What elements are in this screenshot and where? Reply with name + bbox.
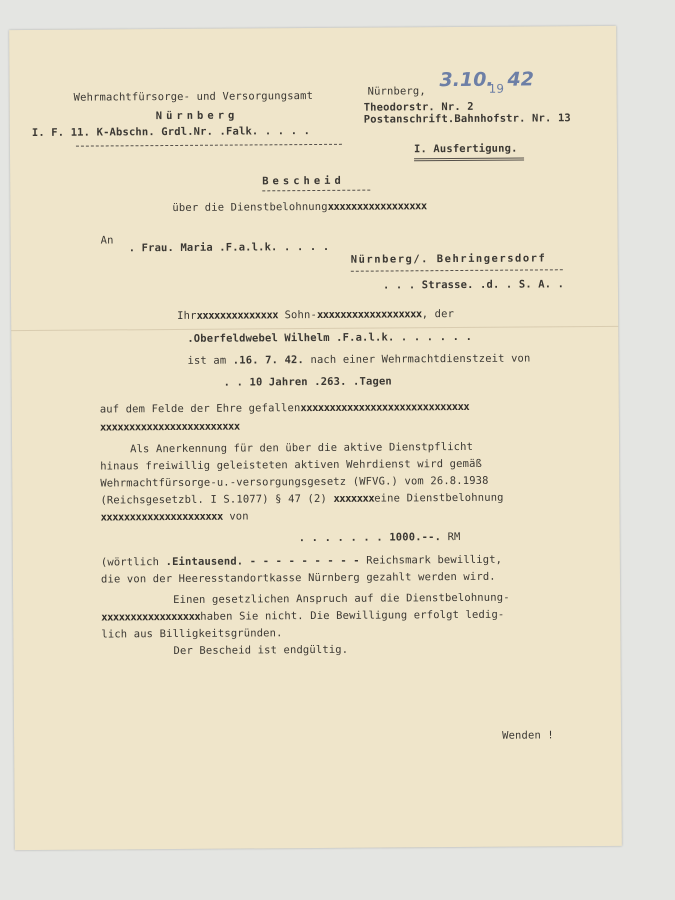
payer-line: die von der Heeresstandortkasse Nürnberg gezahlt werden wird. (100, 570, 496, 586)
amount-in-words-line: (wörtlich .Eintausend. - - - - - - - - - Reichsmark bewilligt, (100, 553, 503, 569)
body-line-5: auf dem Felde der Ehre gefallenxxxxxxxxxxxxxxxxxxxxxxxxxxxxx (99, 400, 470, 416)
document-subtitle: über die Dienstbelohnungxxxxxxxxxxxxxxxxx (172, 200, 427, 214)
body-line-3: ist am .16. 7. 42. nach einer Wehrmachtdienstzeit von (187, 352, 531, 367)
office-name: Wehrmachtfürsorge- und Versorgungsamt (73, 90, 314, 104)
para3-line-1: Einen gesetzlichen Anspruch auf die Dienstbelohnung- (173, 591, 510, 606)
recipient-name: . Frau. Maria .F.a.l.k. . . . . (128, 240, 330, 255)
para2-line-4: (Reichsgesetzbl. I S.1077) § 47 (2) xxxxxxxeine Dienstbelohnung (100, 491, 504, 507)
recipient-city-underline (351, 269, 563, 271)
header-rule (76, 144, 342, 147)
para3-line-3: lich aus Billigkeitsgründen. (101, 627, 283, 641)
reference-number: I. F. 11. K-Abschn. Grdl.Nr. .Falk. . . . . (31, 125, 311, 139)
year-prefix: 19 (488, 81, 505, 96)
copy-label-underline (414, 158, 524, 162)
para2-line-2: hinaus freiwillig geleisteten aktiven Wehrdienst wird gemäß (100, 457, 483, 473)
address-line-2: Postanschrift.Bahnhofstr. Nr. 13 (363, 112, 571, 126)
service-time: . . 10 Jahren .263. .Tagen (223, 375, 392, 389)
document-page (9, 26, 622, 850)
heading-underline (262, 190, 370, 192)
place-label: Nürnberg, (367, 85, 426, 98)
recipient-city: Nürnberg/. Behringersdorf (350, 252, 547, 266)
copy-label: I. Ausfertigung. (413, 142, 518, 156)
para2-line-1: Als Anerkennung für den über die aktive Dienstpflicht (130, 440, 474, 456)
recipient-street: . . . Strasse. .d. . S. A. . (382, 278, 565, 292)
handwritten-date: 3.10. (439, 68, 494, 92)
document-heading: Bescheid (262, 174, 345, 188)
para2-line-5: xxxxxxxxxxxxxxxxxxxxx von (100, 510, 249, 524)
deceased-rank-name: .Oberfeldwebel Wilhelm .F.a.l.k. . . . . . . (187, 330, 473, 345)
to-label: An (100, 234, 114, 247)
handwritten-year: 42 (507, 68, 535, 91)
award-amount-line: . . . . . . . 1000.--. RM (298, 530, 461, 545)
para3-line-2: xxxxxxxxxxxxxxxxxhaben Sie nicht. Die Bewilligung erfolgt ledig- (101, 608, 505, 624)
body-line-1: Ihrxxxxxxxxxxxxxx Sohn-xxxxxxxxxxxxxxxxxx, der (177, 308, 455, 322)
para2-line-3: Wehrmachtfürsorge-u.-versorgungsgesetz (WFVG.) vom 26.8.1938 (100, 474, 489, 490)
address-line-1: Theodorstr. Nr. 2 (363, 100, 474, 114)
office-city: Nürnberg (155, 109, 239, 123)
turn-over-note: Wenden ! (502, 729, 554, 742)
body-line-6-struck: xxxxxxxxxxxxxxxxxxxxxxxx (99, 420, 240, 434)
final-statement: Der Bescheid ist endgültig. (173, 643, 349, 657)
